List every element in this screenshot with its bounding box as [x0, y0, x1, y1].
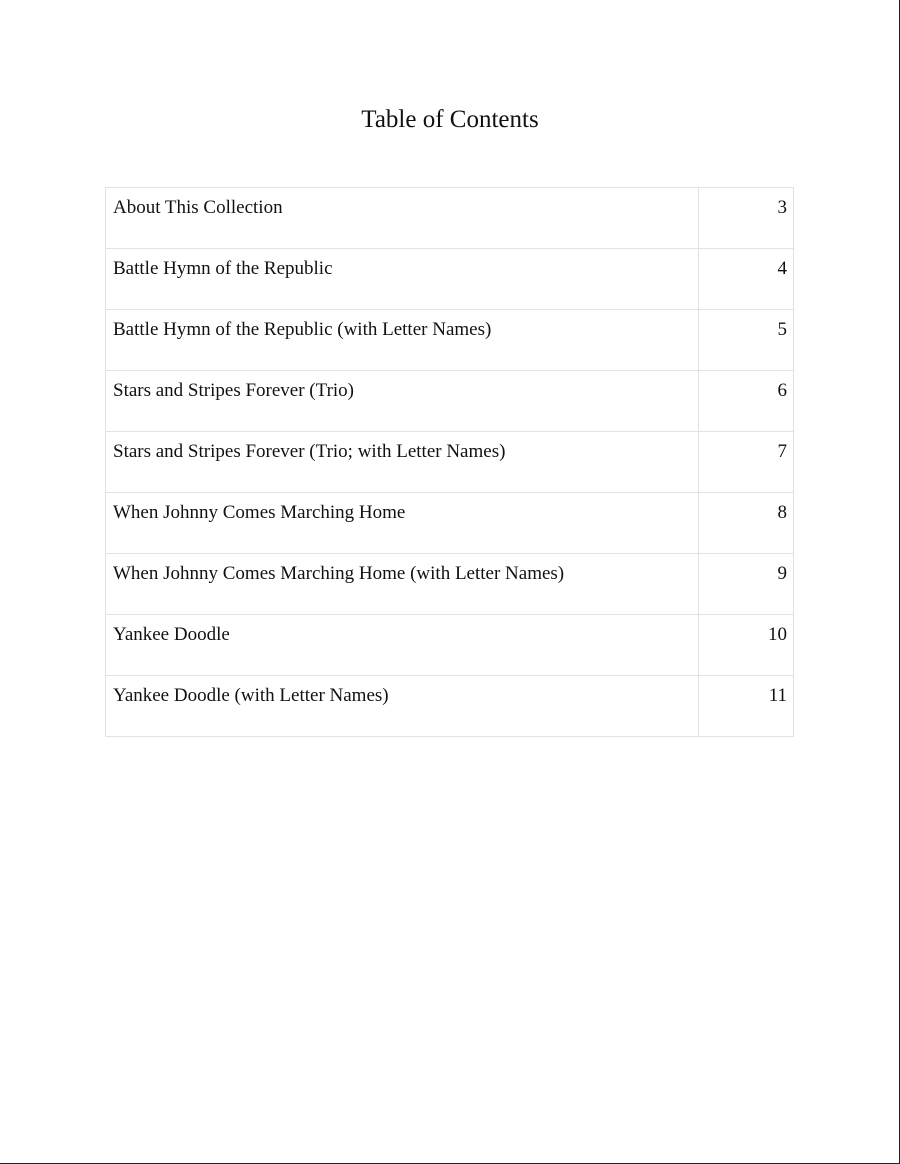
- toc-entry-page: 3: [699, 188, 794, 249]
- toc-entry-title: Yankee Doodle: [106, 615, 699, 676]
- toc-entry-page: 6: [699, 371, 794, 432]
- toc-entry-title: Yankee Doodle (with Letter Names): [106, 676, 699, 737]
- toc-entry-title: Battle Hymn of the Republic (with Letter Names): [106, 310, 699, 371]
- toc-entry-page: 11: [699, 676, 794, 737]
- toc-row: [106, 615, 794, 676]
- toc-entry-title: Stars and Stripes Forever (Trio): [106, 371, 699, 432]
- toc-entry-title: When Johnny Comes Marching Home (with Letter Names): [106, 554, 699, 615]
- toc-row: [106, 493, 794, 554]
- toc-row: [106, 432, 794, 493]
- page-title: Table of Contents: [361, 106, 539, 133]
- toc-entry-page: 10: [699, 615, 794, 676]
- toc-entry-title: When Johnny Comes Marching Home: [106, 493, 699, 554]
- toc-table: [105, 187, 794, 737]
- toc-row: [106, 188, 794, 249]
- toc-row: [106, 371, 794, 432]
- toc-entry-page: 9: [699, 554, 794, 615]
- toc-entry-title: Stars and Stripes Forever (Trio; with Letter Names): [106, 432, 699, 493]
- toc-row: [106, 676, 794, 737]
- toc-entry-page: 4: [699, 249, 794, 310]
- toc-row: [106, 554, 794, 615]
- toc-entry-page: 8: [699, 493, 794, 554]
- toc-row: [106, 249, 794, 310]
- toc-entry-page: 7: [699, 432, 794, 493]
- toc-entry-title: Battle Hymn of the Republic: [106, 249, 699, 310]
- toc-entry-page: 5: [699, 310, 794, 371]
- toc-entry-title: About This Collection: [106, 188, 699, 249]
- toc-row: [106, 310, 794, 371]
